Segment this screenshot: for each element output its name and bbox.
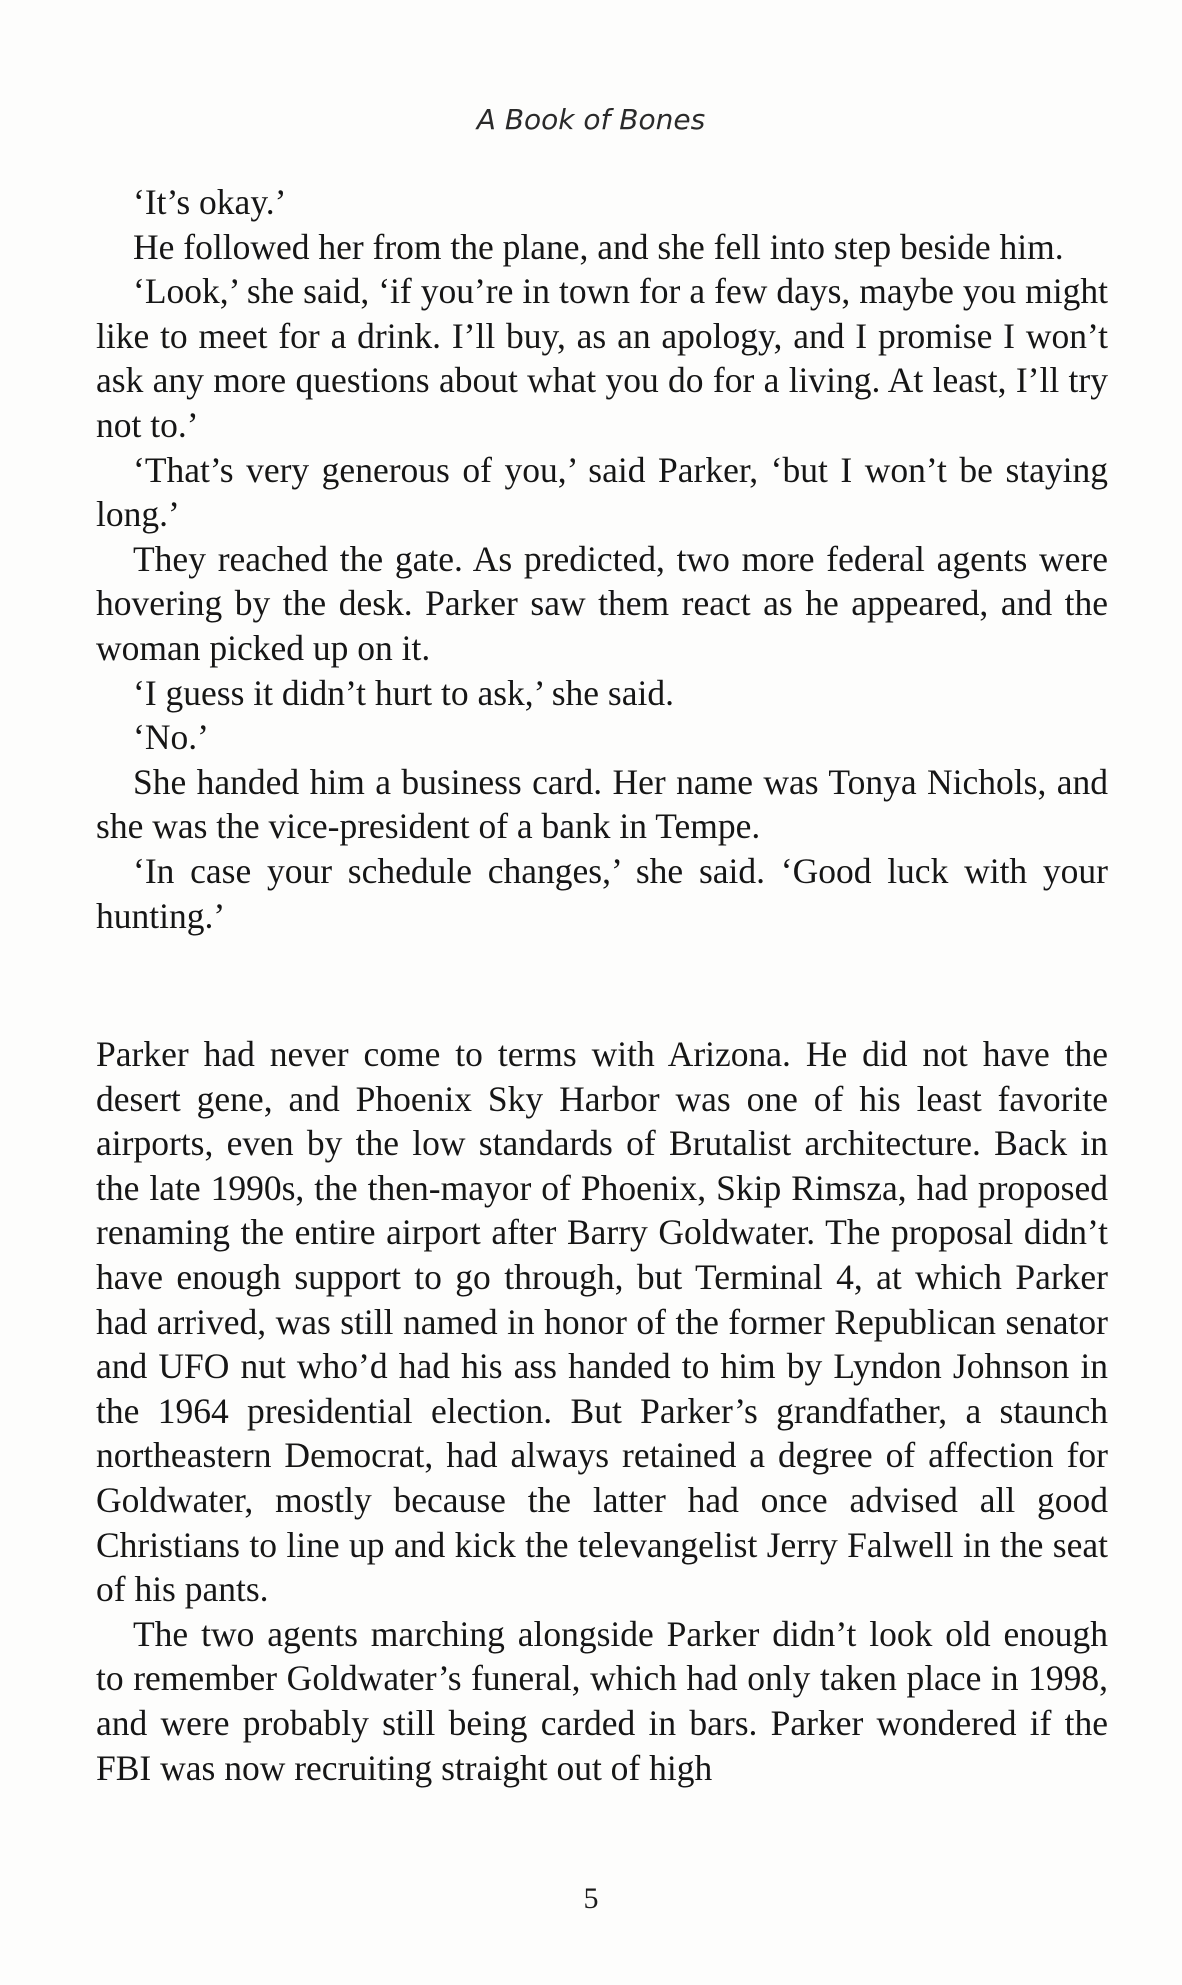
page-number: 5 (583, 1882, 599, 1915)
paragraph: She handed him a business card. Her name was Tonya Nichols, and she was the vice-president of a bank in Tempe. (96, 761, 1108, 847)
paragraph: Parker had never come to terms with Arizona. He did not have the desert gene, and Phoenix Sky Harbor was one of his least favorite airports, even by the low standards of Brutalist architecture. Back in the late 1990s, the then-mayor of Phoenix, Skip Rimsza, had proposed renaming the entire airport after Barry Goldwater. The proposal didn’t have enough support to go through, but Terminal 4, at which Parker had arrived, was still named in honor of the former Republican senator and UFO nut who’d had his ass handed to him by Lyndon Johnson in the 1964 presidential election. But Parker’s grandfather, a staunch northeastern Democrat, had always retained a degree of affection for Goldwater, mostly because the latter had once advised all good Christians to line up and kick the televangelist Jerry Falwell in the seat of his pants. (96, 1034, 1108, 1610)
text-section-dialogue (96, 180, 1108, 938)
paragraph: He followed her from the plane, and she fell into step beside him. (133, 226, 1064, 267)
paragraph: ‘That’s very generous of you,’ said Parker, ‘but I won’t be staying long.’ (96, 449, 1108, 535)
paragraph: They reached the gate. As predicted, two more federal agents were hovering by the desk. Parker saw them react as he appeared, and the woman picked up on it. (96, 538, 1108, 668)
paragraph: ‘In case your schedule changes,’ she said. ‘Good luck with your hunting.’ (96, 850, 1108, 936)
running-head-title: A Book of Bones (476, 103, 706, 136)
paragraph: ‘It’s okay.’ (133, 182, 287, 222)
paragraph: ‘No.’ (133, 717, 209, 758)
paragraph: The two agents marching alongside Parker didn’t look old enough to remember Goldwater’s funeral, which had only taken place in 1998, and were probably still being carded in bars. Parker wondered if the FBI was now recruiting straight out of high (96, 1613, 1108, 1788)
paragraph: ‘Look,’ she said, ‘if you’re in town for a few days, maybe you might like to meet for a drink. I’ll buy, as an apology, and I promise I won’t ask any more questions about what you do for a living. At least, I’ll try not to.’ (96, 271, 1108, 445)
paragraph: ‘I guess it didn’t hurt to ask,’ she said. (133, 672, 674, 713)
text-section-narrative (96, 1032, 1108, 1790)
